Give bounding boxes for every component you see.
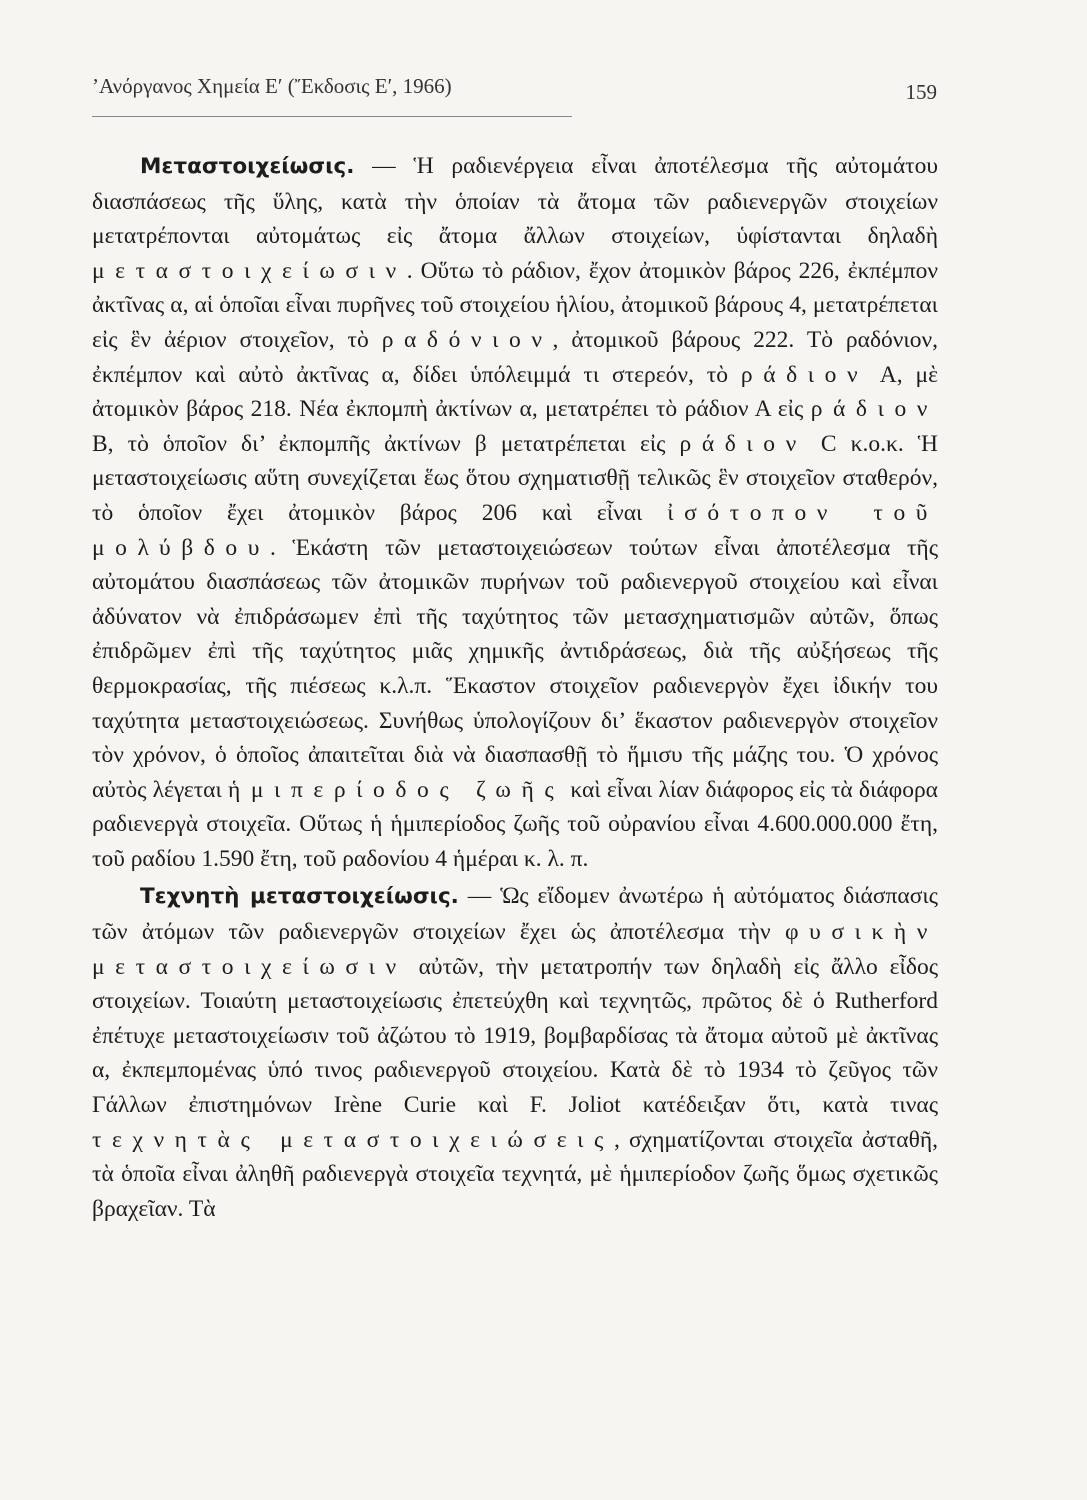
page-number: 159 [905, 80, 937, 104]
spaced-term: τεχνητὰς μεταστοιχειώσεις [92, 1126, 614, 1153]
section-heading-transmutation: Μεταστοιχείωσις. [140, 154, 355, 179]
text-run: Β, τὸ ὁποῖον δι’ ἐκπομπῆς ἀκτίνων β μετατρέπεται εἰς [92, 430, 680, 457]
spaced-term: ράδιον [740, 361, 869, 388]
running-header [92, 74, 937, 104]
section-heading-artificial-transmutation: Τεχνητὴ μεταστοιχείωσις. [140, 884, 459, 910]
text-run: Α, μὲ ἀτομικὸν βάρος 218. Νέα ἐκπομπὴ ἀκτίνων α, μετατρέπει τὸ ράδιον Α εἰς [92, 361, 938, 423]
running-title: ’Ανόργανος Χημεία Ε′ (Ἔκδοσις Ε′, 1966) [92, 74, 452, 98]
text-run: C κ.ο.κ. Ἡ μεταστοιχείωσις αὕτη συνεχίζεται ἕως ὅτου σχηματισθῇ τελικῶς ἓν στοιχεῖον σταθερόν, τὸ ὁποῖον ἔχει ἀτομικὸν βάρος 206 καὶ εἶναι [92, 430, 938, 526]
paragraph-artificial-transmutation [92, 879, 938, 1226]
spaced-term: μεταστοιχείωσιν [92, 257, 407, 284]
header-rule [92, 116, 572, 117]
text-run: — Ὡς εἴδομεν ἀνωτέρω ἡ αὐτόματος διάσπασις τῶν ἀτόμων τῶν ραδιενεργῶν στοιχείων ἔχει ὡς ἀποτέλεσμα τὴν [92, 883, 938, 946]
paragraph-transmutation [92, 149, 938, 876]
spaced-term: ραδόνιον [381, 326, 553, 353]
spaced-term: φυσικὴν μεταστοιχείωσιν [92, 919, 938, 980]
text-run: . Οὕτω τὸ ράδιον, ἔχον ἀτομικὸν βάρος 226, ἐκπέμπον ἀκτῖνας α, αἱ ὁποῖαι εἶναι πυρῆνες τοῦ στοιχείου ἡλίου, ἀτομικοῦ βάρους 4, μετατρέπεται εἰς ἓν ἀέριον στοιχεῖον, τὸ [92, 257, 938, 353]
text-run: , ἀτομικοῦ βάρους 222. Τὸ ραδόνιον, ἐκπέμπον καὶ αὐτὸ ἀκτῖνας α, δίδει ὑπόλειμμά τι στερεόν, τὸ [92, 326, 938, 388]
text-run: . Ἑκάστη τῶν μεταστοιχειώσεων τούτων εἶναι ἀποτέλεσμα τῆς αὐτομάτου διασπάσεως τῶν ἀτομικῶν πυρήνων τοῦ ραδιενεργοῦ στοιχείου καὶ εἶναι ἀδύνατον νὰ ἐπιδράσωμεν ἐπὶ τῆς ταχύτητος τῶν μετασχηματισμῶν αὐτῶν, ὅπως ἐπιδρῶμεν ἐπὶ τῆς ταχύτητος μιᾶς χημικῆς ἀντιδράσεως, διὰ τῆς αὐξήσεως τῆς θερμοκρασίας, τῆς πιέσεως κ.λ.π. Ἕκαστον στοιχεῖον ραδιενεργὸν ἔχει ἰδικήν του ταχύτητα μεταστοιχειώσεως. Συνήθως ὑπολογίζουν δι’ ἕκαστον ραδιενεργὸν στοιχεῖον τὸν χρόνον, ὁ ὁποῖος ἀπαιτεῖται διὰ νὰ διασπασθῇ τὸ ἥμισυ τῆς μάζης του. Ὁ χρόνος αὐτὸς λέγεται [92, 534, 938, 803]
spaced-term: ράδιον [810, 396, 938, 423]
body-text [92, 149, 938, 1226]
text-run: αὐτῶν, τὴν μετατροπήν των δηλαδὴ εἰς ἄλλο εἶδος στοιχείων. Τοιαύτη μεταστοιχείωσις ἐπετεύχθη καὶ τεχνητῶς, πρῶτος δὲ ὁ Rutherford ἐπέτυχε μεταστοιχείωσιν τοῦ ἀζώτου τὸ 1919, βομβαρδίσας τὰ ἄτομα αὐτοῦ μὲ ἀκτῖνας α, ἐκπεμπομένας ὑπό τινος ραδιενεργοῦ στοιχείου. Κατὰ δὲ τὸ 1934 τὸ ζεῦγος τῶν Γάλλων ἐπιστημόνων Irène Curie καὶ F. Joliot κατέδειξαν ὅτι, κατὰ τινας [92, 953, 938, 1119]
spaced-term: ἰσότοπον τοῦ μολύβδου [92, 499, 938, 561]
spaced-term: ράδιον [679, 430, 807, 457]
text-run: καὶ εἶναι λίαν διάφορος εἰς τὰ διάφορα ραδιενεργὰ στοιχεῖα. Οὕτως ἡ ἡμιπερίοδος ζωῆς τοῦ οὐρανίου εἶναι 4.600.000.000 ἔτη, τοῦ ραδίου 1.590 ἔτη, τοῦ ραδονίου 4 ἡμέραι κ. λ. π. [92, 776, 938, 872]
spaced-term: ἡμιπερίοδος ζωῆς [228, 776, 565, 803]
text-run: — Ἡ ραδιενέργεια εἶναι ἀποτέλεσμα τῆς αὐτομάτου διασπάσεως τῆς ὕλης, κατὰ τὴν ὁποίαν τὰ ἄτομα τῶν ραδιενεργῶν στοιχείων μετατρέπονται αὐτομάτως εἰς ἄτομα ἄλλων στοιχείων, ὑφίστανται δηλαδὴ [92, 153, 938, 250]
text-run: , σχηματίζονται στοιχεῖα ἀσταθῆ, τὰ ὁποῖα εἶναι ἀληθῆ ραδιενεργὰ στοιχεῖα τεχνητά, μὲ ἡμιπερίοδον ζωῆς ὅμως σχετικῶς βραχεῖαν. Τὰ [92, 1126, 938, 1222]
